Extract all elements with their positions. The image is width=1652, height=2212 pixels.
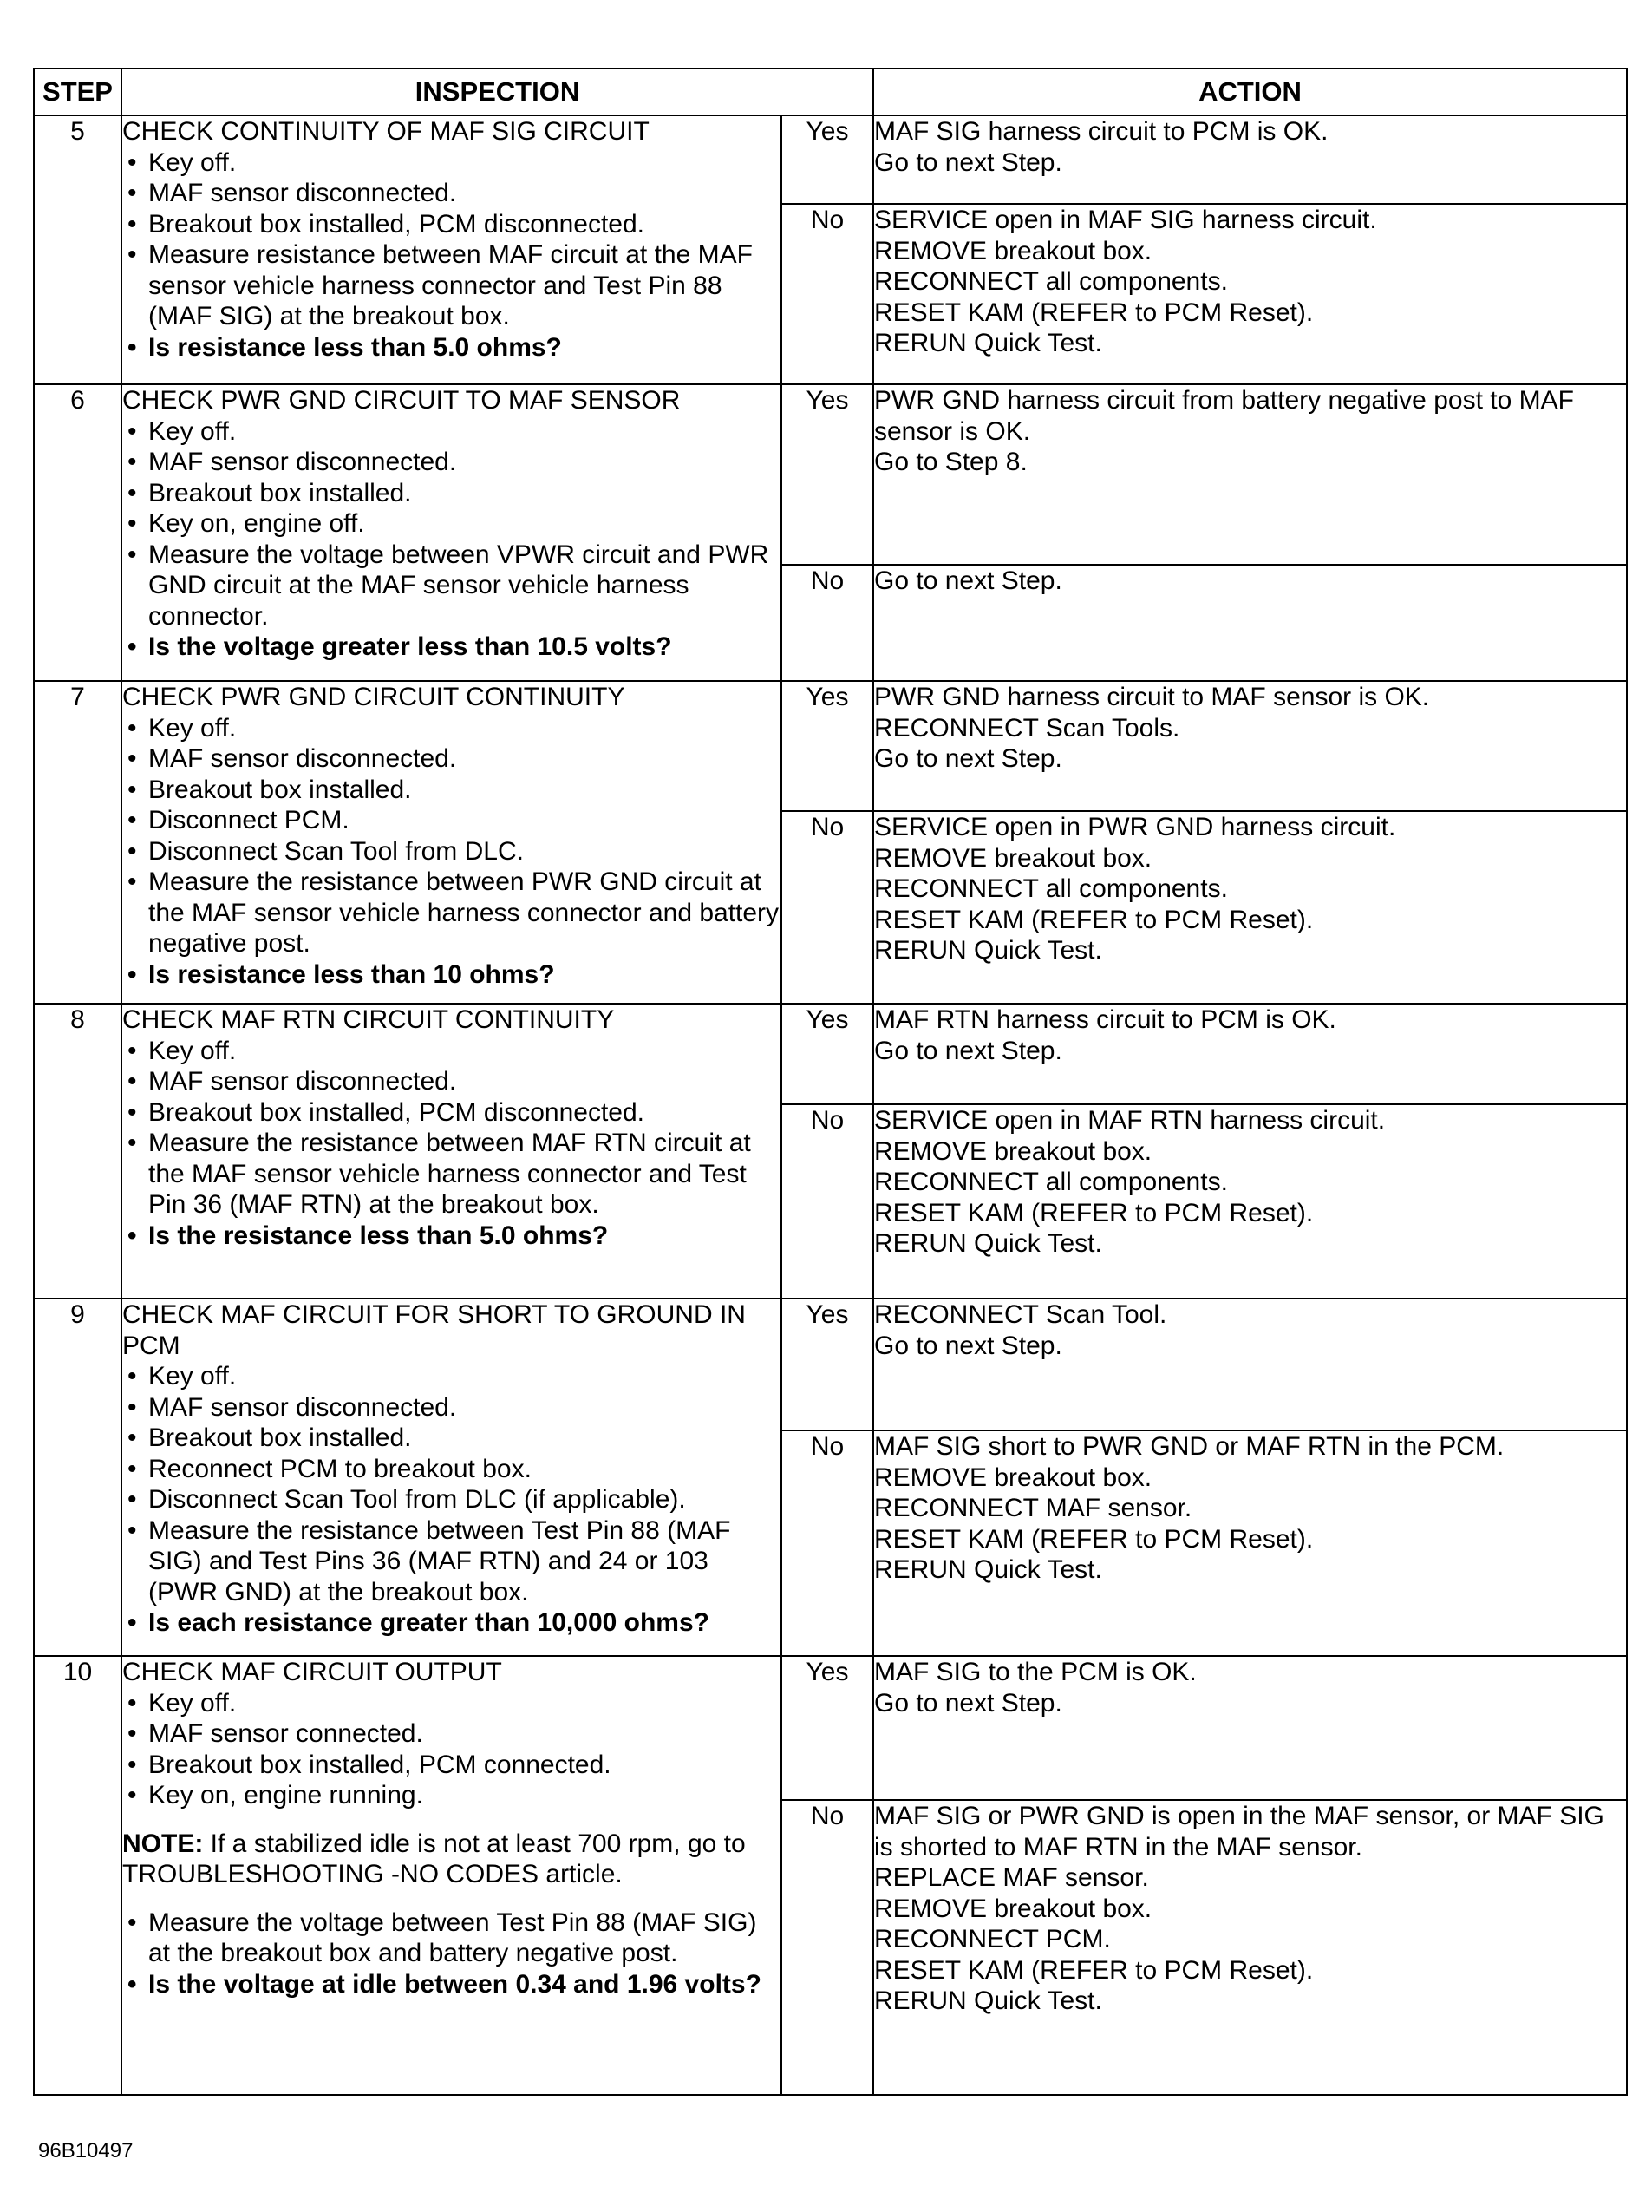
inspection-item: • Key off. <box>122 1036 780 1067</box>
inspection-item: • Measure the voltage between VPWR circuit and PWR GND circuit at the MAF sensor vehicle harness connector. <box>122 540 780 632</box>
inspection-item: • Key on, engine running. <box>122 1780 780 1811</box>
step-title: CHECK MAF RTN CIRCUIT CONTINUITY <box>122 1005 615 1034</box>
yes-action <box>873 1299 1627 1430</box>
action-line: PWR GND harness circuit to MAF sensor is OK. <box>874 683 1430 711</box>
inspection-item: • Disconnect Scan Tool from DLC (if applicable). <box>122 1484 780 1515</box>
step-number: 9 <box>34 1299 121 1656</box>
no-action <box>873 811 1627 1004</box>
yes-label: Yes <box>781 681 873 811</box>
yes-label: Yes <box>781 115 873 204</box>
action-line: PWR GND harness circuit from battery negative post to MAF sensor is OK. <box>874 386 1574 446</box>
inspection-item: • MAF sensor disconnected. <box>122 1066 780 1097</box>
step-row <box>34 1004 1627 1299</box>
step-row <box>34 384 1627 681</box>
inspection-item: • Breakout box installed, PCM connected. <box>122 1750 780 1781</box>
action-line: RECONNECT all components. <box>874 267 1228 296</box>
no-label: No <box>781 1430 873 1656</box>
action-line: RECONNECT Scan Tools. <box>874 713 1180 743</box>
step-number: 7 <box>34 681 121 1004</box>
inspection-cell <box>121 681 781 1004</box>
inspection-item: • Measure the resistance between MAF RTN circuit at the MAF sensor vehicle harness connector and Test Pin 36 (MAF RTN) at the breakout box. <box>122 1128 780 1221</box>
inspection-item: • Key off. <box>122 416 780 448</box>
action-line: REPLACE MAF sensor. <box>874 1863 1149 1892</box>
action-line: RECONNECT MAF sensor. <box>874 1494 1192 1522</box>
inspection-cell <box>121 1656 781 2095</box>
inspection-item: • Key off. <box>122 147 780 179</box>
inspection-question: • Is the voltage greater less than 10.5 volts? <box>122 632 780 663</box>
action-line: RESET KAM (REFER to PCM Reset). <box>874 905 1314 934</box>
yes-action <box>873 681 1627 811</box>
action-line: REMOVE breakout box. <box>874 1463 1152 1492</box>
action-line: RERUN Quick Test. <box>874 1229 1102 1258</box>
inspection-item: • MAF sensor disconnected. <box>122 178 780 209</box>
note <box>122 1829 780 1890</box>
action-line: REMOVE breakout box. <box>874 1894 1152 1923</box>
action-line: Go to next Step. <box>874 147 1062 177</box>
note-text: If a stabilized idle is not at least 700 rpm, go to TROUBLESHOOTING -NO CODES article. <box>122 1829 746 1888</box>
step-row <box>34 681 1627 1004</box>
diagnostic-table <box>33 68 1628 2096</box>
no-action <box>873 1430 1627 1656</box>
inspection-item: • Breakout box installed, PCM disconnected. <box>122 1097 780 1129</box>
note-label: NOTE: <box>122 1829 204 1858</box>
inspection-item: • Key on, engine off. <box>122 508 780 540</box>
inspection-item: • Key off. <box>122 1361 780 1392</box>
action-line: Go to next Step. <box>874 1331 1062 1360</box>
inspection-item: • Breakout box installed. <box>122 1423 780 1454</box>
step-title: CHECK MAF CIRCUIT FOR SHORT TO GROUND IN PCM <box>122 1300 746 1360</box>
action-line: SERVICE open in PWR GND harness circuit. <box>874 813 1396 841</box>
action-line: RERUN Quick Test. <box>874 1986 1102 2015</box>
step-number: 8 <box>34 1004 121 1299</box>
inspection-item: • Measure the voltage between Test Pin 88 (MAF SIG) at the breakout box and battery negative post. <box>122 1908 780 1969</box>
header-inspection: INSPECTION <box>121 69 873 115</box>
action-line: SERVICE open in MAF SIG harness circuit. <box>874 206 1377 234</box>
inspection-item: • Measure the resistance between PWR GND circuit at the MAF sensor vehicle harness connector and battery negative post. <box>122 867 780 959</box>
inspection-item: • MAF sensor disconnected. <box>122 447 780 478</box>
figure-id: 96B10497 <box>38 2139 134 2163</box>
action-line: RERUN Quick Test. <box>874 1555 1102 1584</box>
inspection-cell <box>121 1299 781 1656</box>
action-line: Go to Step 8. <box>874 448 1028 476</box>
action-line: RECONNECT all components. <box>874 1168 1228 1196</box>
step-row <box>34 1656 1627 2095</box>
inspection-item: • Key off. <box>122 713 780 744</box>
inspection-item: • Breakout box installed. <box>122 478 780 509</box>
step-title: CHECK CONTINUITY OF MAF SIG CIRCUIT <box>122 117 650 146</box>
inspection-question: • Is resistance less than 5.0 ohms? <box>122 332 780 363</box>
no-label: No <box>781 1800 873 2095</box>
inspection-item: • Reconnect PCM to breakout box. <box>122 1454 780 1485</box>
no-label: No <box>781 811 873 1004</box>
yes-label: Yes <box>781 1656 873 1800</box>
step-title: CHECK MAF CIRCUIT OUTPUT <box>122 1658 502 1686</box>
inspection-item: • Measure the resistance between Test Pin 88 (MAF SIG) and Test Pins 36 (MAF RTN) and 24 or 103 (PWR GND) at the breakout box. <box>122 1515 780 1608</box>
yes-action <box>873 384 1627 565</box>
inspection-item: • Breakout box installed. <box>122 775 780 806</box>
inspection-item: • Key off. <box>122 1688 780 1719</box>
action-line: Go to next Step. <box>874 566 1062 595</box>
action-line: RESET KAM (REFER to PCM Reset). <box>874 1198 1314 1227</box>
header-row <box>34 69 1627 115</box>
action-line: MAF SIG to the PCM is OK. <box>874 1658 1197 1686</box>
action-line: RESET KAM (REFER to PCM Reset). <box>874 1955 1314 1985</box>
no-action <box>873 1800 1627 2095</box>
action-line: RERUN Quick Test. <box>874 329 1102 357</box>
step-row <box>34 115 1627 384</box>
action-line: MAF SIG harness circuit to PCM is OK. <box>874 117 1329 146</box>
step-title: CHECK PWR GND CIRCUIT CONTINUITY <box>122 683 625 711</box>
yes-label: Yes <box>781 1299 873 1430</box>
action-line: REMOVE breakout box. <box>874 843 1152 873</box>
inspection-question: • Is the voltage at idle between 0.34 and 1.96 volts? <box>122 1969 780 2000</box>
step-number: 10 <box>34 1656 121 2095</box>
action-line: RESET KAM (REFER to PCM Reset). <box>874 298 1314 327</box>
action-line: Go to next Step. <box>874 1036 1062 1065</box>
action-line: RECONNECT PCM. <box>874 1925 1111 1953</box>
action-line: MAF RTN harness circuit to PCM is OK. <box>874 1005 1336 1034</box>
inspection-item: • MAF sensor disconnected. <box>122 1392 780 1423</box>
action-line: Go to next Step. <box>874 1688 1062 1718</box>
inspection-question: • Is resistance less than 10 ohms? <box>122 959 780 991</box>
step-number: 6 <box>34 384 121 681</box>
yes-action <box>873 1004 1627 1104</box>
action-line: RERUN Quick Test. <box>874 936 1102 965</box>
step-row <box>34 1299 1627 1656</box>
inspection-question: • Is the resistance less than 5.0 ohms? <box>122 1221 780 1252</box>
step-title: CHECK PWR GND CIRCUIT TO MAF SENSOR <box>122 386 681 415</box>
action-line: REMOVE breakout box. <box>874 1136 1152 1166</box>
no-label: No <box>781 1104 873 1299</box>
header-action: ACTION <box>873 69 1627 115</box>
action-line: Go to next Step. <box>874 744 1062 773</box>
no-action <box>873 1104 1627 1299</box>
yes-action <box>873 1656 1627 1800</box>
inspection-cell <box>121 384 781 681</box>
no-label: No <box>781 565 873 681</box>
action-line: REMOVE breakout box. <box>874 236 1152 265</box>
inspection-item: • Disconnect Scan Tool from DLC. <box>122 836 780 867</box>
no-action <box>873 565 1627 681</box>
inspection-item: • MAF sensor connected. <box>122 1718 780 1750</box>
action-line: MAF SIG short to PWR GND or MAF RTN in the PCM. <box>874 1432 1505 1461</box>
action-line: SERVICE open in MAF RTN harness circuit. <box>874 1106 1386 1135</box>
inspection-item: • Breakout box installed, PCM disconnected. <box>122 209 780 240</box>
yes-action <box>873 115 1627 204</box>
inspection-cell <box>121 115 781 384</box>
action-line: RECONNECT Scan Tool. <box>874 1300 1167 1329</box>
yes-label: Yes <box>781 384 873 565</box>
action-line: RECONNECT all components. <box>874 874 1228 903</box>
header-step: STEP <box>34 69 121 115</box>
action-line: RESET KAM (REFER to PCM Reset). <box>874 1524 1314 1554</box>
yes-label: Yes <box>781 1004 873 1104</box>
inspection-item: • Disconnect PCM. <box>122 805 780 836</box>
step-number: 5 <box>34 115 121 384</box>
no-action <box>873 204 1627 384</box>
action-line: MAF SIG or PWR GND is open in the MAF sensor, or MAF SIG is shorted to MAF RTN in the MAF sensor. <box>874 1802 1604 1862</box>
no-label: No <box>781 204 873 384</box>
inspection-question: • Is each resistance greater than 10,000 ohms? <box>122 1607 780 1639</box>
inspection-item: • MAF sensor disconnected. <box>122 743 780 775</box>
inspection-item: • Measure resistance between MAF circuit at the MAF sensor vehicle harness connector and Test Pin 88 (MAF SIG) at the breakout box. <box>122 239 780 332</box>
inspection-cell <box>121 1004 781 1299</box>
